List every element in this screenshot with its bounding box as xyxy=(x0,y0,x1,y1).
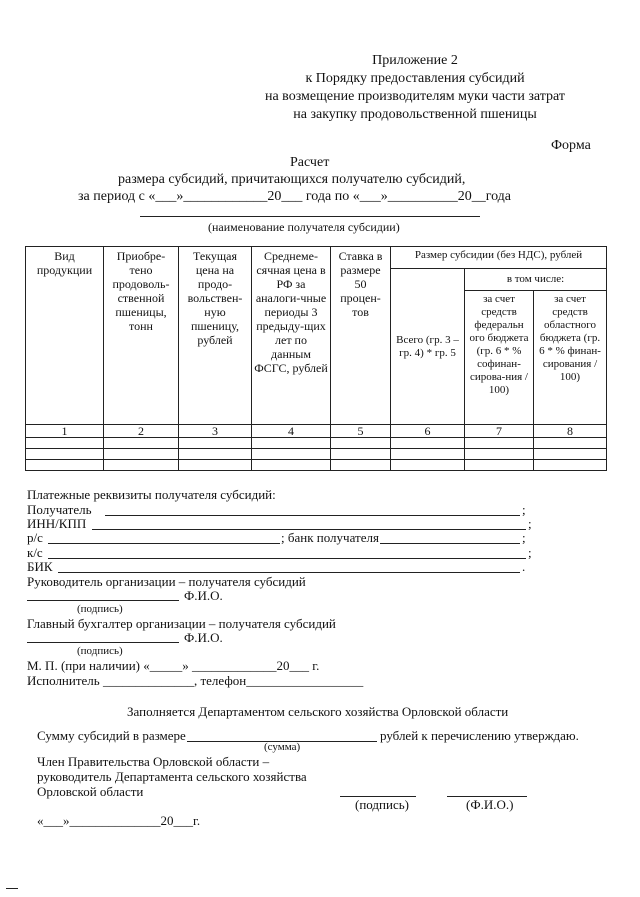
col-header-subsidy-group: Размер субсидии (без НДС), рублей xyxy=(391,247,607,269)
appendix-header xyxy=(250,52,580,124)
inn-label: ИНН/КПП xyxy=(27,516,87,531)
member-line-1: Член Правительства Орловской области – xyxy=(37,754,270,769)
col-header-total: Всего (гр. 3 – гр. 4) * гр. 5 xyxy=(391,269,465,425)
col-number: 7 xyxy=(465,425,534,438)
accountant-title: Главный бухгалтер организации – получателя субсидий xyxy=(27,616,336,631)
stamp-date-line: М. П. (при наличии) «_____» _____________20___ г. xyxy=(27,658,320,673)
member-line-3: Орловской области xyxy=(37,784,144,799)
appendix-line-3: на возмещение производителям муки части затрат xyxy=(264,89,566,104)
period: . xyxy=(522,559,526,574)
accountant-signature-field[interactable] xyxy=(27,642,179,643)
semicolon: ; xyxy=(528,516,532,531)
col-header-including: в том числе: xyxy=(465,269,607,291)
head-title: Руководитель организации – получателя субсидий xyxy=(27,574,306,589)
accountant-fio: Ф.И.О. xyxy=(184,630,223,645)
table-row[interactable] xyxy=(26,449,607,460)
appendix-line-2: к Порядку предоставления субсидий xyxy=(305,71,525,86)
title-line-2: размера субсидий, причитающихся получателю субсидий, xyxy=(118,172,466,187)
head-signature-caption: (подпись) xyxy=(77,603,123,615)
recipient-name-line[interactable] xyxy=(140,216,480,217)
bank-field[interactable] xyxy=(380,543,520,544)
col-number: 4 xyxy=(252,425,331,438)
sum-suffix: рублей к перечислению утверждаю. xyxy=(380,728,579,743)
semicolon: ; xyxy=(522,530,526,545)
requisites-heading: Платежные реквизиты получателя субсидий: xyxy=(27,487,276,502)
col-header-rate: Ставка в размере 50 процен-тов xyxy=(331,247,391,425)
table-row[interactable] xyxy=(26,438,607,449)
col-number: 2 xyxy=(104,425,179,438)
semicolon: ; xyxy=(522,502,526,517)
col-number: 6 xyxy=(391,425,465,438)
title-line-3: за период с «___»____________20___ года по «___»__________20__года xyxy=(78,189,512,204)
member-line-2: руководитель Департамента сельского хозяйства xyxy=(37,769,307,784)
page-edge-mark xyxy=(6,888,18,889)
sum-caption: (сумма) xyxy=(264,741,301,753)
col-header-federal: за счет средств федеральн ого бюджета (гр. 6 * % софинан-сирова-ния / 100) xyxy=(465,291,534,425)
col-number: 8 xyxy=(534,425,607,438)
form-label: Форма xyxy=(551,138,591,153)
col-header-average-price: Среднеме-сячная цена в РФ за аналоги-чные периоды 3 предыду-щих лет по данным ФСГС, рублей xyxy=(252,247,331,425)
subsidy-table xyxy=(25,246,607,471)
recipient-label: Получатель xyxy=(27,502,92,517)
sum-prefix: Сумму субсидий в размере xyxy=(37,728,186,743)
bik-label: БИК xyxy=(27,559,53,574)
col-number: 5 xyxy=(331,425,391,438)
recipient-caption: (наименование получателя субсидии) xyxy=(208,220,400,234)
rs-field[interactable] xyxy=(48,543,280,544)
head-fio: Ф.И.О. xyxy=(184,588,223,603)
col-number: 1 xyxy=(26,425,104,438)
department-filled-by: Заполняется Департаментом сельского хозяйства Орловской области xyxy=(127,704,509,719)
approval-date-line: «___»______________20___г. xyxy=(37,813,201,828)
ks-field[interactable] xyxy=(48,558,526,559)
col-header-purchased: Приобре-тено продоволь-ственной пшеницы, тонн xyxy=(104,247,179,425)
bank-label: ; банк получателя xyxy=(281,530,379,545)
col-number: 3 xyxy=(179,425,252,438)
ks-label: к/с xyxy=(27,545,43,560)
title-line-1: Расчет xyxy=(290,155,330,170)
bik-field[interactable] xyxy=(58,572,520,573)
accountant-signature-caption: (подпись) xyxy=(77,645,123,657)
recipient-field[interactable] xyxy=(105,515,520,516)
col-header-product: Вид продукции xyxy=(26,247,104,425)
member-signature-caption: (подпись) xyxy=(355,797,409,812)
table-row[interactable] xyxy=(26,460,607,471)
rs-label: р/с xyxy=(27,530,43,545)
member-fio-caption: (Ф.И.О.) xyxy=(466,797,514,812)
executor-line: Исполнитель ______________, телефон__________________ xyxy=(27,673,364,688)
col-header-regional: за счет средств областного бюджета (гр. 6 * % финан-сирования / 100) xyxy=(534,291,607,425)
head-signature-field[interactable] xyxy=(27,600,179,601)
col-header-current-price: Текущая цена на продо-вольствен-ную пшеницу, рублей xyxy=(179,247,252,425)
appendix-line-1: Приложение 2 xyxy=(372,53,458,68)
appendix-line-4: на закупку продовольственной пшеницы xyxy=(293,107,537,122)
semicolon: ; xyxy=(528,545,532,560)
